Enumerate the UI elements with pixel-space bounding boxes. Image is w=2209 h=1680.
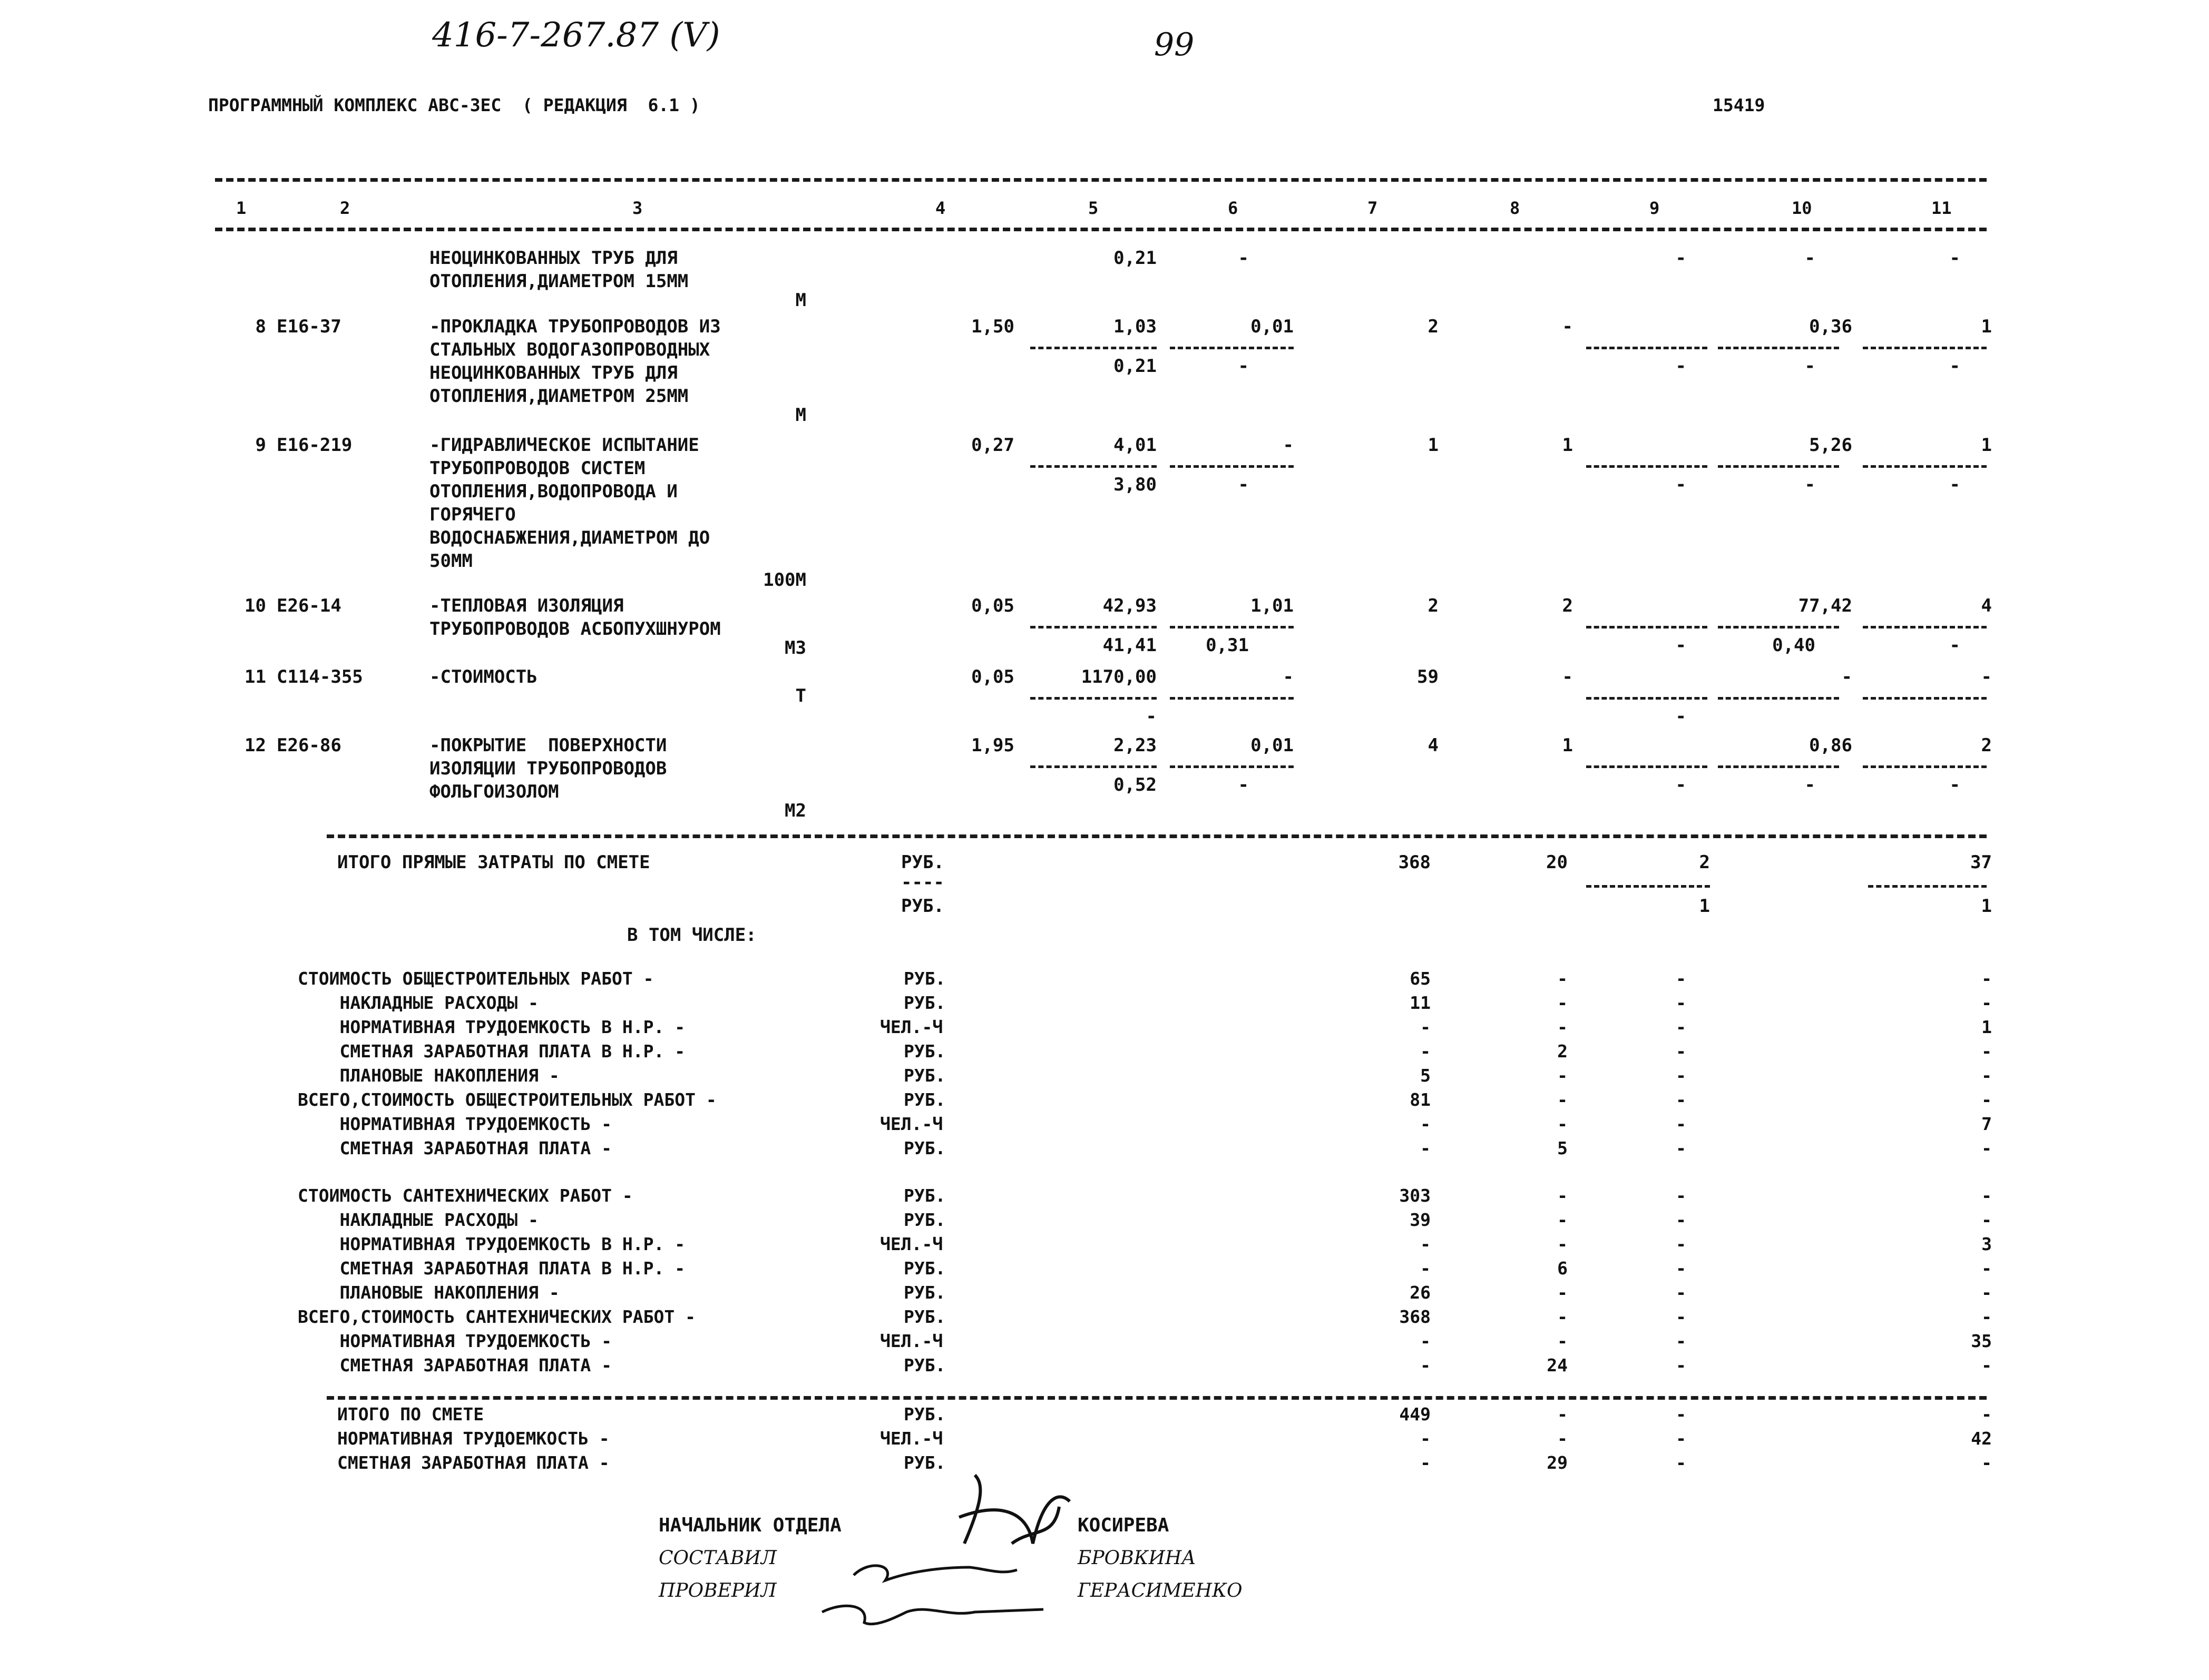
plumbing-row-unit: РУБ.	[904, 1185, 946, 1206]
final-total-cost: -	[1420, 1452, 1431, 1473]
item-col9: -	[1675, 706, 1686, 727]
item-total-cost: 4	[1428, 735, 1439, 756]
item-name-line: ТРУБОПРОВОДОВ СИСТЕМ	[429, 458, 646, 479]
gen-construction-row-label: ПЛАНОВЫЕ НАКОПЛЕНИЯ -	[298, 1065, 560, 1086]
column-number: 10	[1792, 198, 1812, 218]
gen-construction-row-col9: -	[1676, 968, 1686, 989]
final-total-unit: РУБ.	[904, 1404, 946, 1424]
plumbing-row-col9: -	[1676, 1234, 1686, 1254]
signature-name: БРОВКИНА	[1078, 1547, 1196, 1569]
plumbing-row-labor: -	[1981, 1210, 1992, 1230]
item-col9: -	[1675, 356, 1686, 377]
gen-construction-row-label: НАКЛАДНЫЕ РАСХОДЫ -	[298, 993, 539, 1013]
plumbing-row-wage: -	[1557, 1306, 1568, 1327]
item-unit-cost: 1170,00	[1081, 666, 1157, 687]
item-name-line: ФОЛЬГОИЗОЛОМ	[429, 781, 559, 802]
plumbing-row-label: СМЕТНАЯ ЗАРАБОТНАЯ ПЛАТА -	[298, 1355, 612, 1376]
gen-construction-row-label: ВСЕГО,СТОИМОСТЬ ОБЩЕСТРОИТЕЛЬНЫХ РАБОТ -	[298, 1089, 717, 1110]
item-name-line: -СТОИМОСТЬ	[429, 666, 537, 687]
item-cost-machine: -	[1283, 435, 1294, 456]
total-direct-col9: 2	[1699, 852, 1710, 873]
item-qty: 0,05	[971, 595, 1014, 616]
column-number: 7	[1367, 198, 1378, 218]
item-total-cost: 1	[1428, 435, 1439, 456]
plumbing-row-labor: -	[1981, 1355, 1992, 1376]
item-unit: 100М	[763, 569, 806, 591]
item-total-cost: 2	[1428, 316, 1439, 337]
plumbing-row-cost: -	[1420, 1234, 1431, 1254]
gen-construction-row-col9: -	[1676, 1089, 1686, 1110]
gen-construction-row-wage: -	[1557, 993, 1568, 1013]
plumbing-row-col9: -	[1676, 1331, 1686, 1351]
final-rule	[327, 1396, 1987, 1400]
plumbing-row-wage: 6	[1557, 1258, 1568, 1279]
signature-role: ПРОВЕРИЛ	[659, 1580, 777, 1602]
plumbing-row-wage: -	[1557, 1185, 1568, 1206]
item-cost-machine: 0,01	[1250, 316, 1294, 337]
item-unit: Т	[795, 685, 806, 706]
item-col9: -	[1675, 635, 1686, 656]
item-labor-total: 2	[1981, 735, 1992, 756]
column-number: 2	[340, 198, 350, 218]
plumbing-row-cost: 303	[1399, 1185, 1431, 1206]
plumbing-row-col9: -	[1676, 1258, 1686, 1279]
gen-construction-row-unit: РУБ.	[904, 993, 946, 1013]
plumbing-row-label: СТОИМОСТЬ САНТЕХНИЧЕСКИХ РАБОТ -	[298, 1185, 633, 1206]
signature-name: КОСИРЕВА	[1078, 1515, 1169, 1536]
gen-construction-row-unit: ЧЕЛ.-Ч	[880, 1017, 943, 1037]
item-unit: М2	[785, 800, 806, 821]
item-labor-total-b: -	[1949, 356, 1960, 377]
final-total-wage: 29	[1547, 1452, 1568, 1473]
column-number: 1	[236, 198, 247, 218]
column-number: 8	[1510, 198, 1520, 218]
final-total-wage: -	[1557, 1404, 1568, 1424]
item-name-line: -ГИДРАВЛИЧЕСКОЕ ИСПЫТАНИЕ	[429, 435, 699, 456]
cell-divider	[1718, 465, 1839, 468]
gen-construction-row-labor: -	[1981, 1065, 1992, 1086]
item-labor-unit-b: -	[1804, 248, 1815, 269]
item-unit-cost: 1,03	[1113, 316, 1157, 337]
item-labor-unit: 0,36	[1809, 316, 1852, 337]
final-total-unit: РУБ.	[904, 1452, 946, 1473]
plumbing-row-label: НАКЛАДНЫЕ РАСХОДЫ -	[298, 1210, 539, 1230]
summary-top-rule	[327, 834, 1987, 838]
gen-construction-row-wage: -	[1557, 1065, 1568, 1086]
gen-construction-row-wage: -	[1557, 1114, 1568, 1134]
item-name-line: -ТЕПЛОВАЯ ИЗОЛЯЦИЯ	[429, 595, 624, 616]
gen-construction-row-unit: РУБ.	[904, 1138, 946, 1158]
plumbing-row-label: НОРМАТИВНАЯ ТРУДОЕМКОСТЬ В Н.Р. -	[298, 1234, 686, 1254]
item-labor-unit-b: 0,40	[1772, 635, 1815, 656]
plumbing-row-wage: -	[1557, 1234, 1568, 1254]
cell-divider	[1170, 347, 1294, 349]
cell-divider	[1586, 347, 1707, 349]
plumbing-row-label: НОРМАТИВНАЯ ТРУДОЕМКОСТЬ -	[298, 1331, 612, 1351]
plumbing-row-col9: -	[1676, 1355, 1686, 1376]
cell-divider	[1586, 697, 1707, 700]
plumbing-row-unit: РУБ.	[904, 1210, 946, 1230]
plumbing-row-labor: -	[1981, 1185, 1992, 1206]
gen-construction-row-label: СМЕТНАЯ ЗАРАБОТНАЯ ПЛАТА В Н.Р. -	[298, 1041, 686, 1062]
final-total-label: НОРМАТИВНАЯ ТРУДОЕМКОСТЬ -	[337, 1428, 610, 1449]
total-direct-cost: 368	[1398, 852, 1431, 873]
item-col9: -	[1675, 474, 1686, 495]
item-name-line: ИЗОЛЯЦИИ ТРУБОПРОВОДОВ	[429, 758, 667, 779]
item-unit-wage: 41,41	[1102, 635, 1157, 656]
gen-construction-row-wage: 5	[1557, 1138, 1568, 1158]
column-number: 9	[1649, 198, 1660, 218]
total-direct-unit-dash: ----	[901, 872, 944, 893]
final-total-cost: -	[1420, 1428, 1431, 1449]
item-unit-wage: 0,52	[1113, 774, 1157, 795]
item-labor-unit: 77,42	[1798, 595, 1852, 616]
table-top-rule	[215, 178, 1987, 182]
item-number: 11	[245, 666, 266, 687]
plumbing-row-labor: -	[1981, 1306, 1992, 1327]
item-qty: 1,95	[971, 735, 1014, 756]
item-labor-total-b: -	[1949, 774, 1960, 795]
column-number: 5	[1088, 198, 1099, 218]
cell-divider	[1170, 626, 1294, 628]
gen-construction-row-col9: -	[1676, 1041, 1686, 1062]
item-labor-unit: 5,26	[1809, 435, 1852, 456]
gen-construction-row-col9: -	[1676, 993, 1686, 1013]
item-name-line: ОТОПЛЕНИЯ,ДИАМЕТРОМ 25ММ	[429, 386, 689, 407]
column-number: 4	[935, 198, 946, 218]
column-number: 3	[632, 198, 643, 218]
gen-construction-row-labor: -	[1981, 1089, 1992, 1110]
item-cost-machine: 1,01	[1250, 595, 1294, 616]
cell-divider	[1170, 765, 1294, 768]
item-total-wage: 1	[1562, 735, 1573, 756]
item-unit: М	[795, 290, 806, 311]
gen-construction-row-cost: -	[1420, 1017, 1431, 1037]
final-total-label: СМЕТНАЯ ЗАРАБОТНАЯ ПЛАТА -	[337, 1452, 610, 1473]
item-total-wage: 2	[1562, 595, 1573, 616]
item-unit-wage: 3,80	[1113, 474, 1157, 495]
item-unit-wage: 0,21	[1113, 356, 1157, 377]
plumbing-row-labor: 35	[1971, 1331, 1992, 1351]
item-labor-total: 1	[1981, 435, 1992, 456]
item-col9: -	[1675, 774, 1686, 795]
cell-divider	[1718, 347, 1839, 349]
item-name-line: ОТОПЛЕНИЯ,ДИАМЕТРОМ 15ММ	[429, 271, 689, 292]
gen-construction-row-labor: -	[1981, 1138, 1992, 1158]
final-total-unit: ЧЕЛ.-Ч	[880, 1428, 943, 1449]
final-total-labor: -	[1981, 1452, 1992, 1473]
final-total-labor: 42	[1971, 1428, 1992, 1449]
gen-construction-row-labor: 1	[1981, 1017, 1992, 1037]
item-total-wage: -	[1562, 666, 1573, 687]
plumbing-row-unit: ЧЕЛ.-Ч	[880, 1331, 943, 1351]
final-total-cost: 449	[1399, 1404, 1431, 1424]
cell-divider	[1586, 465, 1707, 468]
gen-construction-row-labor: -	[1981, 993, 1992, 1013]
final-total-col9: -	[1676, 1452, 1686, 1473]
total-direct-labor: 37	[1970, 852, 1992, 873]
cell-divider	[1718, 697, 1839, 700]
item-name-line: СТАЛЬНЫХ ВОДОГАЗОПРОВОДНЫХ	[429, 339, 710, 360]
gen-construction-row-labor: -	[1981, 968, 1992, 989]
item-labor-unit-b: -	[1804, 774, 1815, 795]
item-wage-machine: -	[1238, 356, 1249, 377]
plumbing-row-wage: -	[1557, 1282, 1568, 1303]
plumbing-row-cost: 26	[1410, 1282, 1431, 1303]
item-unit-cost: 42,93	[1102, 595, 1157, 616]
cell-divider	[1030, 697, 1157, 700]
gen-construction-row-label: НОРМАТИВНАЯ ТРУДОЕМКОСТЬ В Н.Р. -	[298, 1017, 686, 1037]
plumbing-row-labor: -	[1981, 1258, 1992, 1279]
item-code: С114-355	[277, 666, 363, 687]
item-number: 10	[245, 595, 266, 616]
item-labor-unit-b: -	[1804, 474, 1815, 495]
signature-role: СОСТАВИЛ	[659, 1547, 777, 1569]
gen-construction-row-unit: РУБ.	[904, 1041, 946, 1062]
item-unit-wage: 0,21	[1113, 248, 1157, 269]
cell-divider	[1863, 697, 1987, 700]
table-header-rule	[215, 228, 1987, 231]
plumbing-row-col9: -	[1676, 1282, 1686, 1303]
head-signature	[959, 1475, 1070, 1544]
cell-divider	[1170, 465, 1294, 468]
item-labor-total-b: -	[1949, 248, 1960, 269]
final-total-wage: -	[1557, 1428, 1568, 1449]
item-name-line: -ПОКРЫТИЕ ПОВЕРХНОСТИ	[429, 735, 667, 756]
cell-divider	[1718, 765, 1839, 768]
gen-construction-row-cost: -	[1420, 1041, 1431, 1062]
gen-construction-row-label: СМЕТНАЯ ЗАРАБОТНАЯ ПЛАТА -	[298, 1138, 612, 1158]
total-direct-wage: 20	[1546, 852, 1568, 873]
plumbing-row-label: СМЕТНАЯ ЗАРАБОТНАЯ ПЛАТА В Н.Р. -	[298, 1258, 686, 1279]
item-col9: -	[1675, 248, 1686, 269]
plumbing-row-unit: РУБ.	[904, 1258, 946, 1279]
item-labor-total-b: -	[1949, 635, 1960, 656]
item-labor-unit-b: -	[1804, 356, 1815, 377]
plumbing-row-label: ВСЕГО,СТОИМОСТЬ САНТЕХНИЧЕСКИХ РАБОТ -	[298, 1306, 696, 1327]
item-name-line: ВОДОСНАБЖЕНИЯ,ДИАМЕТРОМ ДО	[429, 527, 710, 548]
item-wage-machine: -	[1238, 474, 1249, 495]
plumbing-row-cost: -	[1420, 1355, 1431, 1376]
gen-construction-row-wage: -	[1557, 1089, 1568, 1110]
cell-divider	[1586, 885, 1710, 888]
gen-construction-row-unit: РУБ.	[904, 1089, 946, 1110]
item-qty: 1,50	[971, 316, 1014, 337]
plumbing-row-labor: 3	[1981, 1234, 1992, 1254]
plumbing-row-labor: -	[1981, 1282, 1992, 1303]
plumbing-row-cost: 368	[1399, 1306, 1431, 1327]
item-cost-machine: -	[1283, 666, 1294, 687]
item-unit-cost: 2,23	[1113, 735, 1157, 756]
column-number: 11	[1931, 198, 1952, 218]
item-unit: М3	[785, 637, 806, 659]
item-name-line: ТРУБОПРОВОДОВ АСБОПУХШНУРОМ	[429, 618, 721, 640]
item-total-cost: 2	[1428, 595, 1439, 616]
cell-divider	[1586, 626, 1707, 628]
gen-construction-row-wage: 2	[1557, 1041, 1568, 1062]
plumbing-row-cost: -	[1420, 1331, 1431, 1351]
gen-construction-row-unit: ЧЕЛ.-Ч	[880, 1114, 943, 1134]
item-labor-total: -	[1981, 666, 1992, 687]
total-direct-unit-2: РУБ.	[901, 896, 944, 917]
gen-construction-row-label: СТОИМОСТЬ ОБЩЕСТРОИТЕЛЬНЫХ РАБОТ -	[298, 968, 654, 989]
item-name-line: НЕОЦИНКОВАННЫХ ТРУБ ДЛЯ	[429, 248, 678, 269]
gen-construction-row-labor: -	[1981, 1041, 1992, 1062]
cell-divider	[1030, 626, 1157, 628]
gen-construction-row-col9: -	[1676, 1138, 1686, 1158]
cell-divider	[1170, 697, 1294, 700]
signature-role: НАЧАЛЬНИК ОТДЕЛА	[659, 1515, 842, 1536]
total-direct-col9-b: 1	[1699, 896, 1710, 917]
gen-construction-row-label: НОРМАТИВНАЯ ТРУДОЕМКОСТЬ -	[298, 1114, 612, 1134]
program-title: ПРОГРАММНЫЙ КОМПЛЕКС АВС-3ЕС ( РЕДАКЦИЯ 6.1 )	[208, 95, 700, 115]
gen-construction-row-col9: -	[1676, 1114, 1686, 1134]
final-total-col9: -	[1676, 1428, 1686, 1449]
cell-divider	[1868, 885, 1987, 888]
item-labor-total: 1	[1981, 316, 1992, 337]
item-unit-cost: 4,01	[1113, 435, 1157, 456]
item-total-wage: 1	[1562, 435, 1573, 456]
item-qty: 0,05	[971, 666, 1014, 687]
item-labor-unit: -	[1841, 666, 1852, 687]
gen-construction-row-labor: 7	[1981, 1114, 1992, 1134]
total-direct-label: ИТОГО ПРЯМЫЕ ЗАТРАТЫ ПО СМЕТЕ	[337, 852, 650, 873]
document-code: 416-7-267.87 (V)	[432, 16, 720, 55]
cell-divider	[1863, 765, 1987, 768]
item-name-line: 50ММ	[429, 551, 473, 572]
item-qty: 0,27	[971, 435, 1014, 456]
item-number: 12	[245, 735, 266, 756]
plumbing-row-label: ПЛАНОВЫЕ НАКОПЛЕНИЯ -	[298, 1282, 560, 1303]
plumbing-row-col9: -	[1676, 1306, 1686, 1327]
cell-divider	[1030, 465, 1157, 468]
plumbing-row-cost: 39	[1410, 1210, 1431, 1230]
item-name-line: НЕОЦИНКОВАННЫХ ТРУБ ДЛЯ	[429, 362, 678, 384]
cell-divider	[1586, 765, 1707, 768]
signature-name: ГЕРАСИМЕНКО	[1078, 1580, 1243, 1602]
item-wage-machine: -	[1238, 248, 1249, 269]
item-code: Е16-219	[277, 435, 353, 456]
column-number: 6	[1228, 198, 1238, 218]
gen-construction-row-col9: -	[1676, 1065, 1686, 1086]
item-labor-unit: 0,86	[1809, 735, 1852, 756]
item-unit-wage: -	[1146, 706, 1157, 727]
total-direct-unit: РУБ.	[901, 852, 944, 873]
gen-construction-row-cost: 81	[1410, 1089, 1431, 1110]
compiler-signature	[854, 1566, 1017, 1580]
item-name-line: -ПРОКЛАДКА ТРУБОПРОВОДОВ ИЗ	[429, 316, 721, 337]
item-number: 9	[255, 435, 266, 456]
plumbing-row-unit: РУБ.	[904, 1306, 946, 1327]
gen-construction-row-col9: -	[1676, 1017, 1686, 1037]
item-wage-machine: 0,31	[1206, 635, 1249, 656]
item-name-line: ОТОПЛЕНИЯ,ВОДОПРОВОДА И	[429, 481, 678, 502]
plumbing-row-col9: -	[1676, 1210, 1686, 1230]
final-total-label: ИТОГО ПО СМЕТЕ	[337, 1404, 484, 1424]
cell-divider	[1863, 347, 1987, 349]
gen-construction-row-unit: РУБ.	[904, 968, 946, 989]
gen-construction-row-wage: -	[1557, 968, 1568, 989]
gen-construction-row-cost: -	[1420, 1114, 1431, 1134]
page-number: 99	[1154, 26, 1195, 63]
total-direct-labor-b: 1	[1981, 896, 1992, 917]
plumbing-row-unit: ЧЕЛ.-Ч	[880, 1234, 943, 1254]
item-labor-total-b: -	[1949, 474, 1960, 495]
plumbing-row-wage: -	[1557, 1210, 1568, 1230]
checker-signature	[822, 1606, 1043, 1624]
including-heading: В ТОМ ЧИСЛЕ:	[627, 925, 757, 946]
item-code: Е26-14	[277, 595, 341, 616]
gen-construction-row-unit: РУБ.	[904, 1065, 946, 1086]
final-total-col9: -	[1676, 1404, 1686, 1424]
item-cost-machine: 0,01	[1250, 735, 1294, 756]
item-unit: М	[795, 405, 806, 426]
sheet-code: 15419	[1713, 95, 1765, 115]
final-total-labor: -	[1981, 1404, 1992, 1424]
cell-divider	[1718, 626, 1839, 628]
item-name-line: ГОРЯЧЕГО	[429, 504, 516, 525]
cell-divider	[1030, 347, 1157, 349]
item-wage-machine: -	[1238, 774, 1249, 795]
plumbing-row-wage: 24	[1547, 1355, 1568, 1376]
item-number: 8	[255, 316, 266, 337]
gen-construction-row-cost: 5	[1420, 1065, 1431, 1086]
cell-divider	[1030, 765, 1157, 768]
cell-divider	[1863, 626, 1987, 628]
item-total-wage: -	[1562, 316, 1573, 337]
plumbing-row-cost: -	[1420, 1258, 1431, 1279]
plumbing-row-unit: РУБ.	[904, 1282, 946, 1303]
gen-construction-row-cost: 65	[1410, 968, 1431, 989]
item-code: Е16-37	[277, 316, 341, 337]
item-total-cost: 59	[1417, 666, 1439, 687]
plumbing-row-col9: -	[1676, 1185, 1686, 1206]
item-code: Е26-86	[277, 735, 341, 756]
plumbing-row-wage: -	[1557, 1331, 1568, 1351]
gen-construction-row-cost: -	[1420, 1138, 1431, 1158]
cell-divider	[1863, 465, 1987, 468]
gen-construction-row-cost: 11	[1410, 993, 1431, 1013]
gen-construction-row-wage: -	[1557, 1017, 1568, 1037]
item-labor-total: 4	[1981, 595, 1992, 616]
plumbing-row-unit: РУБ.	[904, 1355, 946, 1376]
